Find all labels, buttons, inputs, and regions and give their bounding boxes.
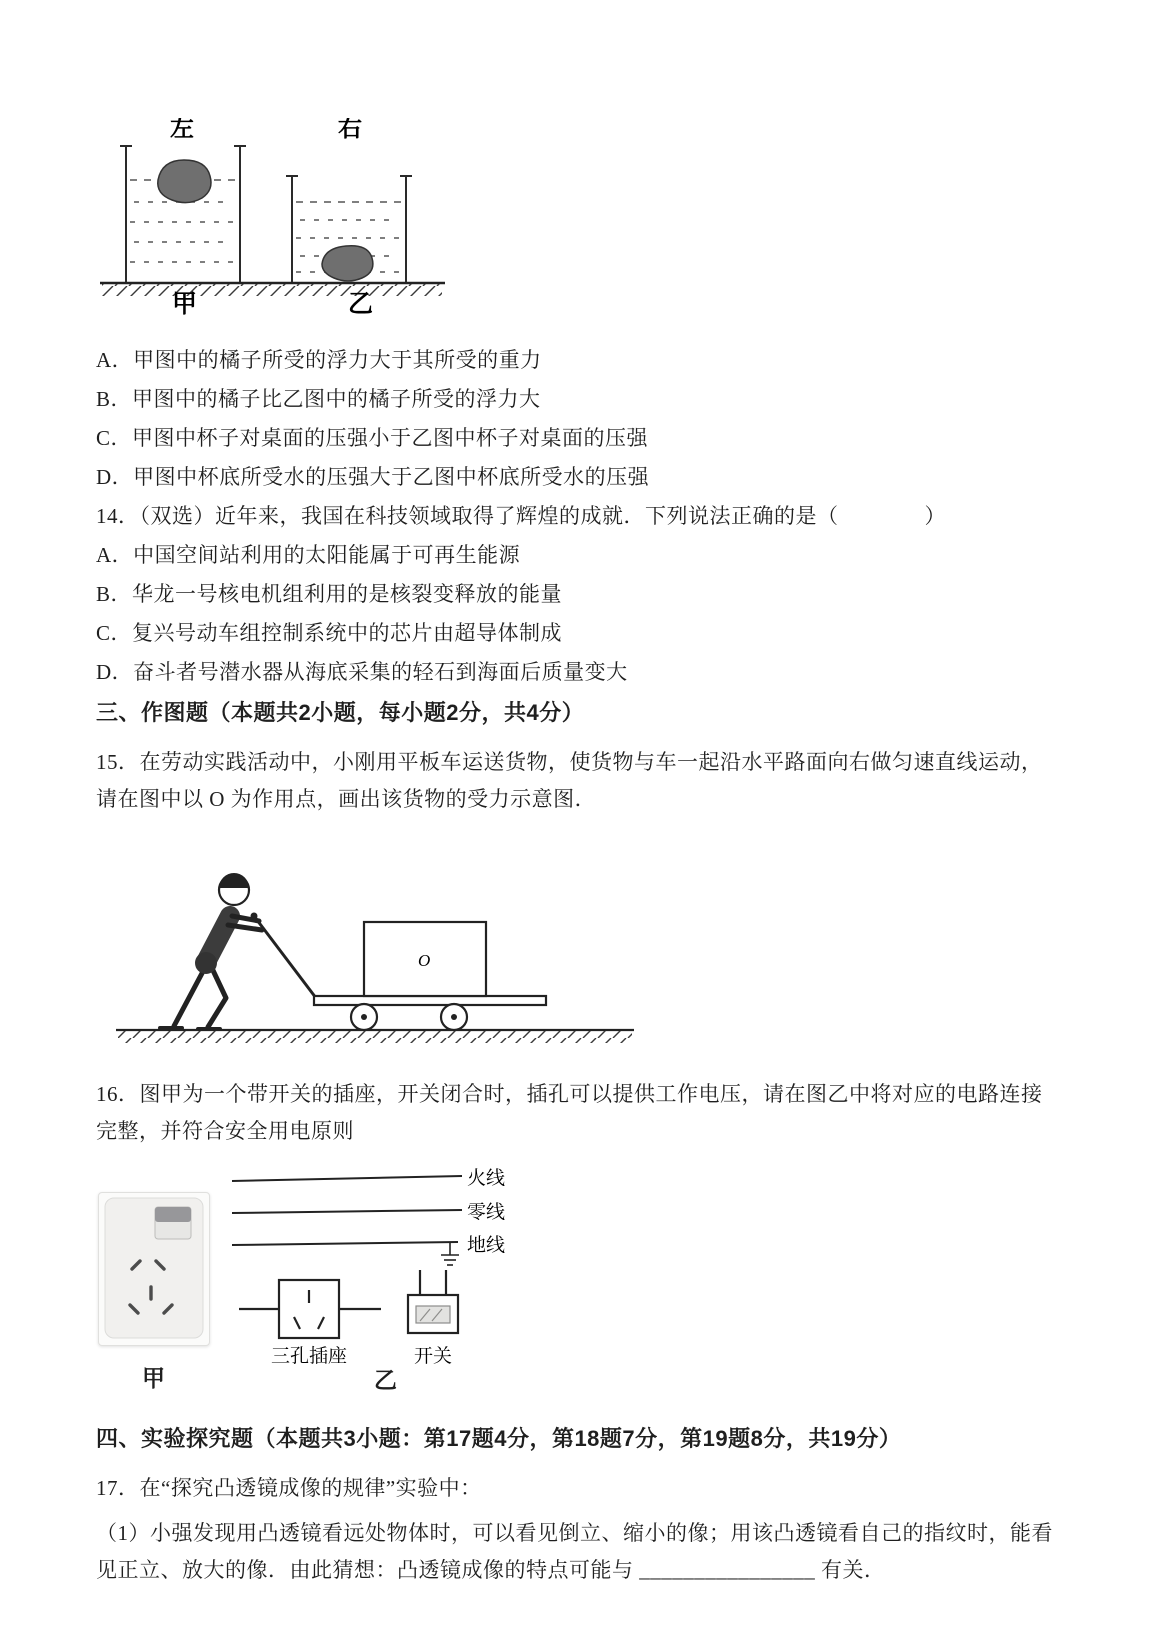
- cart-figure-svg: [102, 830, 642, 1055]
- right-bottom-label: 乙: [348, 291, 374, 316]
- wheel-hub-rear: [451, 1014, 457, 1020]
- switch-symbol-label: 开关: [413, 1346, 453, 1367]
- diagram-label: 乙: [374, 1368, 398, 1393]
- circuit-diagram: [224, 1162, 564, 1383]
- wheel-hub-front: [361, 1014, 367, 1020]
- q14-option-d: D．奋斗者号潜水器从海底采集的轻石到海面后质量变大: [96, 660, 628, 684]
- left-top-label: 左: [170, 118, 194, 142]
- q17-part1: （1）小强发现用凸透镜看远处物体时，可以看见倒立、缩小的像；用该凸透镜看自己的指纹时，能看见正立、放大的像．由此猜想：凸透镜成像的特点可能与 ________________ 有关．: [96, 1521, 1053, 1582]
- q14-option-b: B．华龙一号核电机组利用的是核裂变释放的能量: [96, 582, 563, 606]
- ground-hatching: [118, 1031, 632, 1043]
- socket-symbol-label: 三孔插座: [270, 1346, 348, 1367]
- q13-option-b: B．甲图中的橘子比乙图中的橘子所受的浮力大: [96, 387, 541, 411]
- section4-heading: 四、实验探究题（本题共3小题：第17题4分，第18题7分，第19题8分，共19分）: [96, 1426, 902, 1451]
- q14-option-c: C．复兴号动车组控制系统中的芯片由超导体制成: [96, 621, 563, 645]
- neutral-wire: [232, 1210, 462, 1213]
- left-bottom-label: 甲: [172, 291, 198, 316]
- neutral-wire-label: 零线: [467, 1202, 506, 1223]
- person-pushing: [160, 873, 262, 1029]
- live-wire: [232, 1176, 462, 1181]
- point-o-label: O: [418, 951, 431, 970]
- sunken-orange: [322, 246, 373, 281]
- q14-stem: 14．（双选）近年来，我国在科技领域取得了辉煌的成就．下列说法正确的是（ ）: [96, 504, 946, 528]
- switch-symbol: [408, 1270, 458, 1333]
- cart-figure: [102, 830, 1062, 1060]
- circuit-diagram-svg: [224, 1162, 564, 1378]
- table-hatching: [102, 284, 442, 296]
- socket-circuit-figure: [96, 1162, 696, 1402]
- ground-wire-label: 地线: [467, 1235, 506, 1256]
- right-top-label: 右: [338, 118, 362, 142]
- socket-symbol: [239, 1280, 381, 1338]
- q17-stem: 17．在“探究凸透镜成像的规律”实验中：: [96, 1476, 482, 1500]
- floating-orange: [158, 160, 211, 203]
- earth-symbol: [441, 1243, 459, 1265]
- socket-photo-svg: [99, 1193, 209, 1345]
- live-wire-label: 火线: [467, 1168, 506, 1189]
- ground-wire: [232, 1242, 458, 1245]
- buoyancy-figure-svg: [100, 118, 460, 316]
- q13-option-d: D．甲图中杯底所受水的压强大于乙图中杯底所受水的压强: [96, 465, 650, 489]
- buoyancy-figure: [100, 118, 1062, 321]
- socket-switch-rocker: [155, 1207, 191, 1222]
- q16-stem: 16．图甲为一个带开关的插座，开关闭合时，插孔可以提供工作电压，请在图乙中将对应的电路连接完整，并符合安全用电原则: [96, 1082, 1043, 1143]
- section3-heading: 三、作图题（本题共2小题，每小题2分，共4分）: [96, 700, 585, 725]
- photo-label: 甲: [142, 1366, 166, 1391]
- cart-platform: [314, 996, 546, 1005]
- q15-stem: 15．在劳动实践活动中，小刚用平板车运送货物，使货物与车一起沿水平路面向右做匀速直线运动，请在图中以 O 为作用点，画出该货物的受力示意图．: [96, 750, 1043, 811]
- q13-option-c: C．甲图中杯子对桌面的压强小于乙图中杯子对桌面的压强: [96, 426, 649, 450]
- q14-option-a: A．中国空间站利用的太阳能属于可再生能源: [96, 543, 521, 567]
- q13-option-a: A．甲图中的橘子所受的浮力大于其所受的重力: [96, 348, 542, 372]
- socket-photo: [98, 1192, 210, 1346]
